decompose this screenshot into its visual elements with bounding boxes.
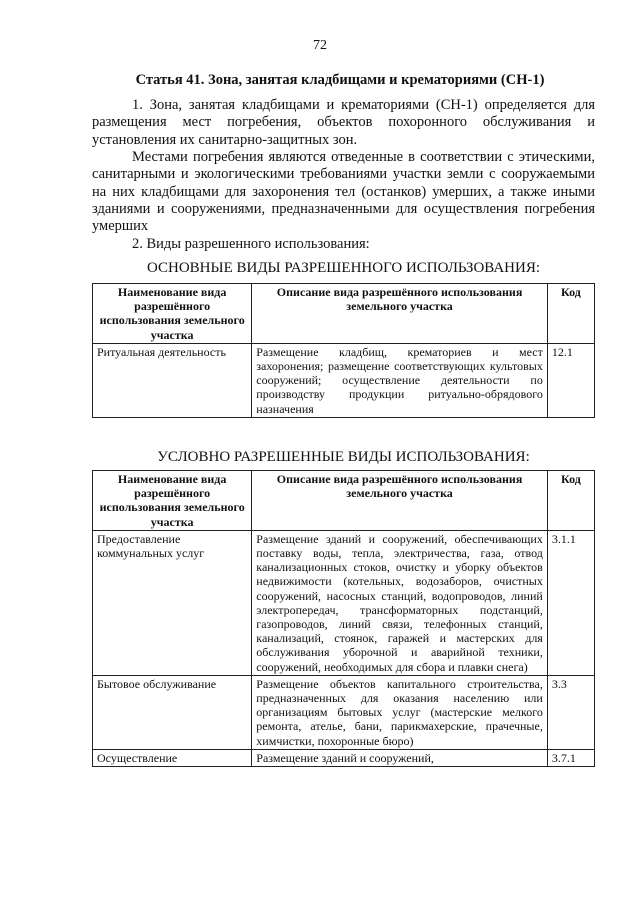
row-description: Размещение зданий и сооружений, обеспечивающих поставку воды, тепла, электричества, газа, отвод канализационных стоков, очистку и уборку объектов недвижимости (котельных, водозаборов, очистных сооружений, насосных станций, водопроводов, линий электропередач, трансформаторных подстанций, газопроводов, линий связи, телефонных станций, канализаций, стоянок, гаражей и мастерских для обслуживания уборочной и аварийной техники, сооружений, необходимых для сбора и плавки снега) [252,530,548,675]
row-code: 12.1 [547,343,594,417]
row-code: 3.1.1 [547,530,594,675]
column-header-description: Описание вида разрешённого использования земельного участка [252,284,548,344]
article-title: Статья 41. Зона, занятая кладбищами и крематориями (СН-1) [135,72,545,88]
row-name: Осуществление [93,749,252,766]
row-code: 3.7.1 [547,749,594,766]
row-name: Бытовое обслуживание [93,675,252,749]
table-row [93,343,595,417]
paragraph-2-text: Местами погребения являются отведенные в соответствии с этическими, санитарными и экологическими требованиями участки земли с сооружаемыми на них кладбищами для захоронения тел (останков) умерших, а также иными зданиями и сооружениями, предназначенными для осуществления погребения умерших [92,149,595,235]
column-header-name: Наименование вида разрешённого использования земельного участка [93,284,252,344]
column-header-description: Описание вида разрешённого использования земельного участка [252,471,548,531]
table-row [93,530,595,675]
row-name: Предоставление коммунальных услуг [93,530,252,675]
row-code: 3.3 [547,675,594,749]
column-header-code: Код [547,284,594,344]
column-header-name: Наименование вида разрешённого использования земельного участка [93,471,252,531]
row-name: Ритуальная деятельность [93,343,252,417]
paragraph-3-text: 2. Виды разрешенного использования: [132,236,370,252]
paragraph-1 [92,97,595,149]
page-number: 72 [313,38,327,53]
row-description: Размещение кладбищ, крематориев и мест захоронения; размещение соответствующих культовых сооружений; осуществление деятельности по производству продукции ритуально-обрядового назначения [252,343,548,417]
conditional-uses-heading: УСЛОВНО РАЗРЕШЕННЫЕ ВИДЫ ИСПОЛЬЗОВАНИЯ: [157,449,530,465]
row-description: Размещение зданий и сооружений, [252,749,548,766]
main-uses-table [92,283,595,418]
table-header-row [93,284,595,344]
paragraph-2 [92,149,595,235]
paragraph-1-text: 1. Зона, занятая кладбищами и крематориями (СН-1) определяется для размещения мест погребения, объектов похоронного обслуживания и установления их санитарно-защитных зон. [92,97,595,148]
column-header-code: Код [547,471,594,531]
paragraph-3 [92,236,595,253]
row-description: Размещение объектов капитального строительства, предназначенных для оказания населению или организациям бытовых услуг (мастерские мелкого ремонта, ателье, бани, парикмахерские, прачечные, химчистки, похоронные бюро) [252,675,548,749]
table-row [93,749,595,766]
table-header-row [93,471,595,531]
conditional-uses-table [92,470,595,767]
table-row [93,675,595,749]
main-uses-heading: ОСНОВНЫЕ ВИДЫ РАЗРЕШЕННОГО ИСПОЛЬЗОВАНИЯ: [146,260,541,276]
